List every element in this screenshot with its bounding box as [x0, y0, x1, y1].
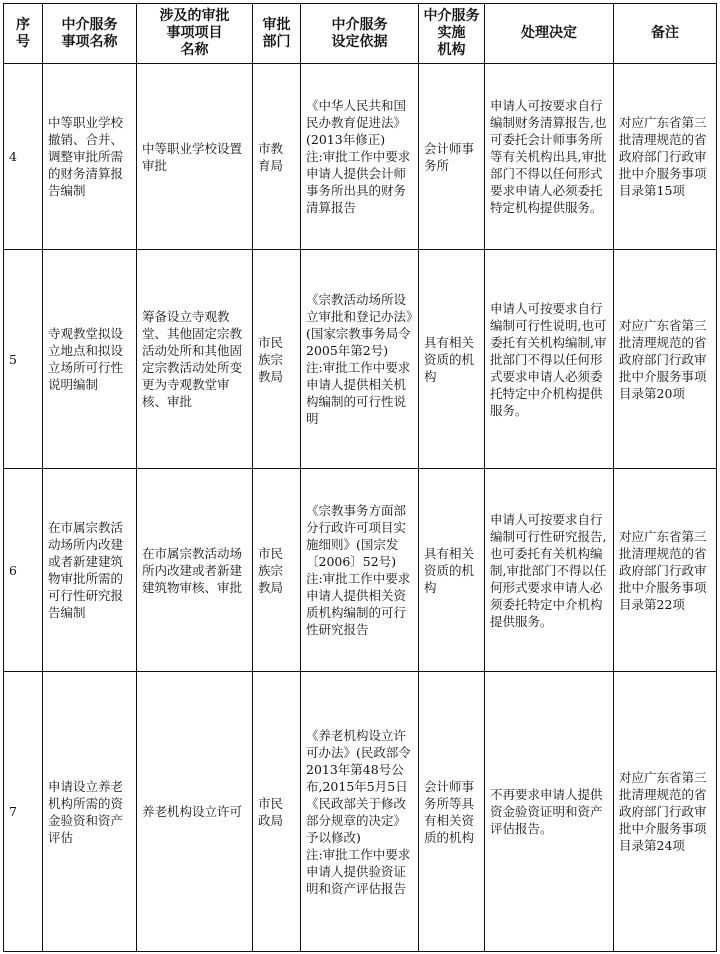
header-name-line: 中介服务	[61, 16, 118, 33]
cell-legal-basis: 《养老机构设立许可办法》(民政部令2013年第48号公布,2015年5月5日《民政部关于修改部分规章的决定》予以修改) 注:审批工作中要求申请人提供验资证明和资产评估报告	[301, 672, 419, 952]
cell-legal-basis: 《中华人民共和国民办教育促进法》(2013年修正) 注:审批工作中要求申请人提供会计师事务所出具的财务清算报告	[301, 64, 419, 250]
cell-department: 市民族宗教局	[253, 250, 301, 469]
cell-legal-basis: 《宗教事务方面部分行政许可项目实施细则》(国宗发〔2006〕52号) 注:审批工作中要求申请人提供相关资质机构编制的可行性研究报告	[301, 469, 419, 672]
header-no-line: 序	[16, 16, 30, 33]
header-row	[4, 4, 717, 64]
cell-department: 市教育局	[253, 64, 301, 250]
header-basis-line: 中介服务	[331, 16, 388, 33]
intermediary-services-table	[3, 3, 717, 952]
header-name	[43, 4, 137, 64]
table-row	[4, 64, 717, 250]
cell-service-name: 中等职业学校撤销、合并、调整审批所需的财务清算报告编制	[43, 64, 137, 250]
cell-no: 7	[4, 672, 43, 952]
cell-remark: 对应广东省第三批清理规范的省政府部门行政审批中介服务事项目录第24项	[614, 672, 717, 952]
table-row	[4, 469, 717, 672]
cell-legal-basis: 《宗教活动场所设立审批和登记办法》(国家宗教事务局令2005年第2号) 注:审批工作中要求申请人提供相关机构编制的可行性说明	[301, 250, 419, 469]
cell-no: 4	[4, 64, 43, 250]
cell-decision: 申请人可按要求自行编制财务清算报告,也可委托会计师事务所等有关机构出具,审批部门不得以任何形式要求申请人必须委托特定机构提供服务。	[485, 64, 614, 250]
cell-service-name: 申请设立养老机构所需的资金验资和资产评估	[43, 672, 137, 952]
cell-remark: 对应广东省第三批清理规范的省政府部门行政审批中介服务事项目录第22项	[614, 469, 717, 672]
header-basis	[301, 4, 419, 64]
cell-department: 市民政局	[253, 672, 301, 952]
cell-decision: 不再要求申请人提供资金验资证明和资产评估报告。	[485, 672, 614, 952]
cell-agency: 会计师事务所	[419, 64, 485, 250]
cell-service-name: 在市属宗教活动场所内改建或者新建建筑物审批所需的可行性研究报告编制	[43, 469, 137, 672]
cell-approval-item: 养老机构设立许可	[137, 672, 253, 952]
header-agency-line: 机构	[437, 42, 466, 58]
header-agency-line: 实施	[437, 25, 466, 41]
cell-agency: 具有相关资质的机构	[419, 250, 485, 469]
cell-no: 5	[4, 250, 43, 469]
header-decision: 处理决定	[485, 4, 614, 64]
header-remark: 备注	[614, 4, 717, 64]
header-name-line: 事项名称	[61, 33, 118, 50]
header-dept-line: 审批	[262, 16, 291, 33]
cell-no: 6	[4, 469, 43, 672]
header-dept-line: 部门	[262, 33, 291, 50]
header-no-line: 号	[16, 33, 30, 50]
cell-approval-item: 中等职业学校设置审批	[137, 64, 253, 250]
cell-approval-item: 在市属宗教活动场所内改建或者新建建筑物审核、审批	[137, 469, 253, 672]
cell-agency: 具有相关资质的机构	[419, 469, 485, 672]
header-approval	[137, 4, 253, 64]
cell-remark: 对应广东省第三批清理规范的省政府部门行政审批中介服务事项目录第20项	[614, 250, 717, 469]
header-no	[4, 4, 43, 64]
cell-agency: 会计师事务所等具有相关资质的机构	[419, 672, 485, 952]
cell-remark: 对应广东省第三批清理规范的省政府部门行政审批中介服务事项目录第15项	[614, 64, 717, 250]
header-basis-line: 设定依据	[331, 33, 388, 50]
table-row	[4, 672, 717, 952]
table-row	[4, 250, 717, 469]
header-agency	[419, 4, 485, 64]
cell-department: 市民族宗教局	[253, 469, 301, 672]
header-approval-line: 涉及的审批	[159, 8, 230, 24]
header-approval-line: 事项项目	[166, 25, 223, 41]
header-agency-line: 中介服务	[423, 8, 480, 24]
cell-decision: 申请人可按要求自行编制可行性说明,也可委托有关机构编制,审批部门不得以任何形式要求申请人必须委托特定中介机构提供服务。	[485, 250, 614, 469]
header-approval-line: 名称	[180, 42, 209, 58]
cell-service-name: 寺观教堂拟设立地点和拟设立场所可行性说明编制	[43, 250, 137, 469]
header-dept	[253, 4, 301, 64]
cell-decision: 申请人可按要求自行编制可行性研究报告,也可委托有关机构编制,审批部门不得以任何形式要求申请人必须委托特定中介机构提供服务。	[485, 469, 614, 672]
cell-approval-item: 筹备设立寺观教堂、其他固定宗教活动处所和其他固定宗教活动处所变更为寺观教堂审核、审批	[137, 250, 253, 469]
